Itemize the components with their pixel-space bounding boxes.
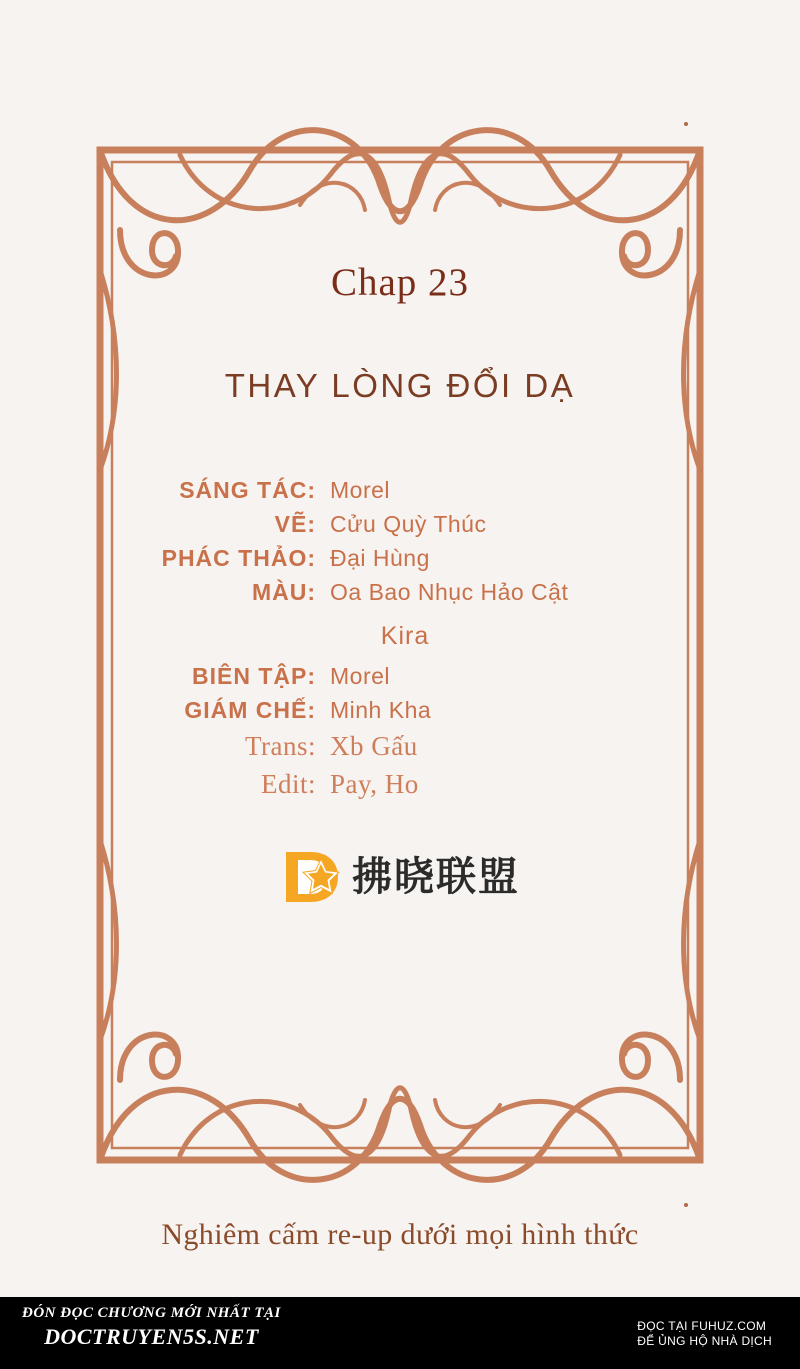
credit-label: PHÁC THẢO: xyxy=(161,545,316,571)
footer-left-line2: DOCTRUYEN5S.NET xyxy=(44,1324,259,1349)
footer-source-credit xyxy=(637,1319,772,1349)
credits-list xyxy=(100,477,700,800)
credit-value-solo: Kira xyxy=(380,622,430,650)
footer-site-credit xyxy=(22,1305,281,1350)
credit-value: Pay, Ho xyxy=(330,769,419,799)
credit-row xyxy=(100,511,700,538)
credit-label: Trans: xyxy=(244,731,316,761)
credit-value: Oa Bao Nhục Hảo Cật xyxy=(330,579,569,605)
credit-label: VẼ: xyxy=(274,511,316,537)
credit-label: GIÁM CHẾ: xyxy=(184,697,316,723)
reupload-notice: Nghiêm cấm re-up dưới mọi hình thức xyxy=(161,1218,639,1251)
credit-row-solo xyxy=(100,622,700,651)
d-star-logo-icon xyxy=(280,846,342,908)
credit-row xyxy=(100,697,700,724)
credit-label: Edit: xyxy=(261,769,316,799)
group-logo xyxy=(100,846,700,908)
footer-right-line2: ĐỂ ỦNG HỘ NHÀ DỊCH xyxy=(637,1334,772,1348)
credit-value: Xb Gấu xyxy=(330,731,418,761)
corner-dot-top-right xyxy=(684,122,688,126)
credit-row xyxy=(100,663,700,690)
corner-dot-bottom-right xyxy=(684,1203,688,1207)
credit-label: SÁNG TÁC: xyxy=(179,477,316,503)
credit-row xyxy=(100,731,700,762)
footer-left-line1: ĐÓN ĐỌC CHƯƠNG MỚI NHẤT TẠI xyxy=(22,1305,281,1321)
credit-value: Cửu Quỳ Thúc xyxy=(330,511,487,537)
credit-value: Đại Hùng xyxy=(330,545,430,571)
credits-content xyxy=(100,150,700,908)
credit-row xyxy=(100,579,700,606)
credit-label: BIÊN TẬP: xyxy=(192,663,316,689)
footer-right-line1: ĐỌC TẠI FUHUZ.COM xyxy=(637,1319,767,1333)
logo-text: 拂晓联盟 xyxy=(352,854,520,899)
credit-value: Morel xyxy=(330,477,391,503)
credit-row xyxy=(100,769,700,800)
credit-row xyxy=(100,545,700,572)
credit-value: Minh Kha xyxy=(330,697,432,723)
credit-value: Morel xyxy=(330,663,391,689)
footer-bar xyxy=(0,1297,800,1369)
credit-row xyxy=(100,477,700,504)
chapter-title: THAY LÒNG ĐỔI DẠ xyxy=(224,367,576,404)
credit-label: MÀU: xyxy=(251,579,316,605)
chapter-number: Chap 23 xyxy=(330,261,470,304)
